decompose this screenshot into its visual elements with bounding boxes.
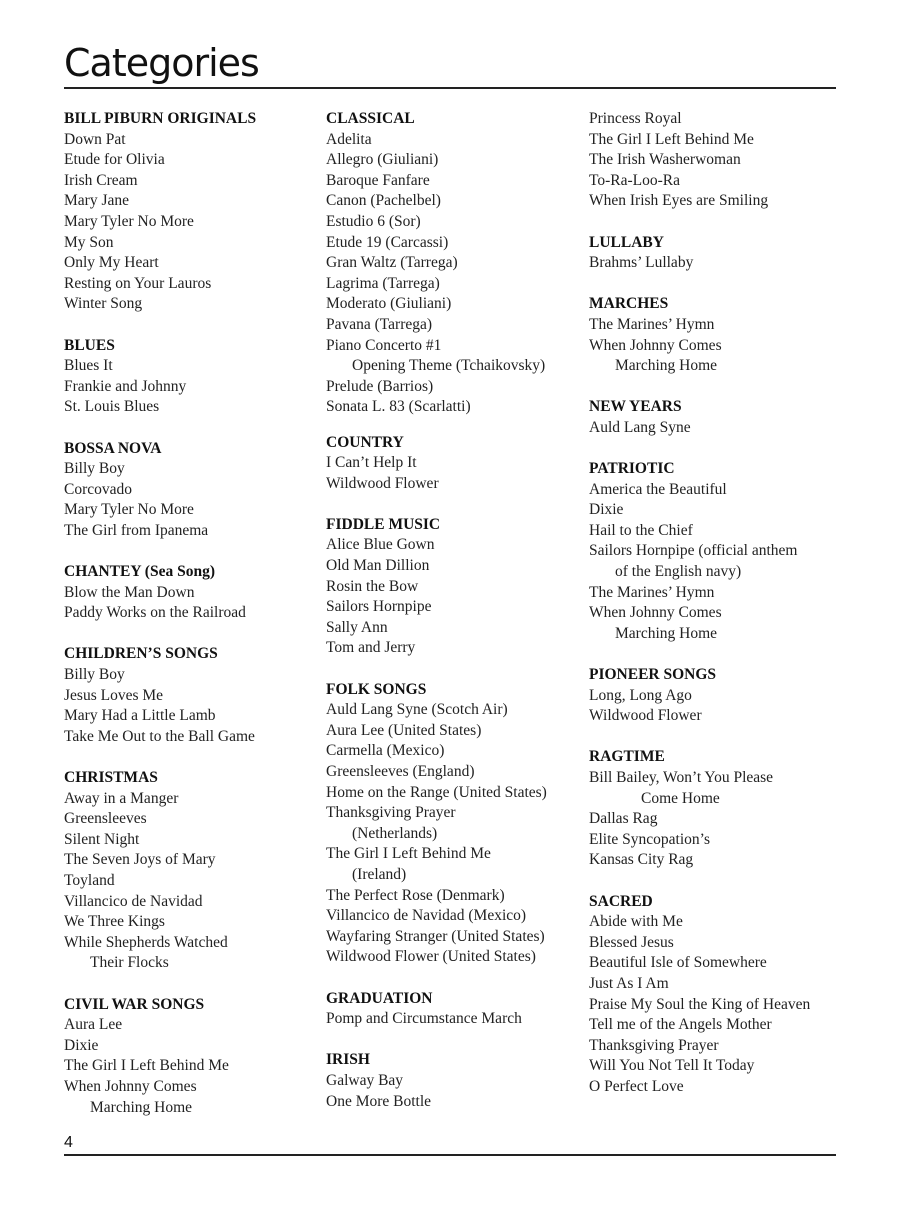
list-item: Tell me of the Angels Mother <box>589 1016 772 1034</box>
list-item: America the Beautiful <box>589 480 727 498</box>
list-item: Winter Song <box>64 295 143 313</box>
list-item: Beautiful Isle of Somewhere <box>589 954 767 972</box>
section-heading: BLUES <box>64 336 115 354</box>
list-item: Sailors Hornpipe <box>326 598 432 616</box>
list-item: The Marines’ Hymn <box>589 583 715 601</box>
list-item: When Johnny Comes <box>64 1077 197 1095</box>
page-title: Categories <box>64 41 259 85</box>
list-item: Wayfaring Stranger (United States) <box>326 927 545 945</box>
section-heading: GRADUATION <box>326 989 433 1007</box>
section-civil-war-songs <box>64 995 314 1119</box>
list-item: Billy Boy <box>64 460 125 478</box>
list-item: Away in a Manger <box>64 789 179 807</box>
list-item: Elite Syncopation’s <box>589 830 710 848</box>
section-pioneer-songs <box>589 665 839 727</box>
list-item: Long, Long Ago <box>589 686 692 704</box>
list-item: Resting on Your Lauros <box>64 274 212 292</box>
list-item: Rosin the Bow <box>326 577 419 595</box>
list-item-continuation: of the English navy) <box>615 563 742 581</box>
list-item: Auld Lang Syne (Scotch Air) <box>326 701 508 719</box>
list-item: When Johnny Comes <box>589 336 722 354</box>
list-item: When Irish Eyes are Smiling <box>589 192 769 210</box>
section-heading: NEW YEARS <box>589 398 682 416</box>
list-item: Wildwood Flower <box>589 707 702 725</box>
list-item: Dixie <box>64 1036 99 1054</box>
list-item-continuation: Marching Home <box>615 624 718 642</box>
list-item: Pavana (Tarrega) <box>326 315 433 333</box>
section-heading: BILL PIBURN ORIGINALS <box>64 110 257 127</box>
section-heading: MARCHES <box>589 295 669 313</box>
section-marches <box>589 294 839 376</box>
section-heading: FIDDLE MUSIC <box>326 515 441 533</box>
list-item: Villancico de Navidad <box>64 892 203 910</box>
list-item: To-Ra-Loo-Ra <box>589 171 681 189</box>
list-item: The Seven Joys of Mary <box>64 851 216 869</box>
section-folk-songs <box>326 680 582 968</box>
list-item: Sonata L. 83 (Scarlatti) <box>326 398 471 416</box>
list-item-continuation: Come Home <box>641 789 720 807</box>
section-heading: IRISH <box>326 1051 370 1069</box>
section-heading: PIONEER SONGS <box>589 666 717 684</box>
list-item: The Girl I Left Behind Me <box>589 130 754 148</box>
section-heading: SACRED <box>589 892 653 910</box>
list-item: Bill Bailey, Won’t You Please <box>589 769 774 786</box>
list-item: Galway Bay <box>326 1071 404 1089</box>
list-item: Sailors Hornpipe (official anthem <box>589 542 798 560</box>
list-item: Moderato (Giuliani) <box>326 295 452 313</box>
section-bossa-nova <box>64 439 314 542</box>
list-item: Dixie <box>589 501 624 519</box>
list-item: Aura Lee (United States) <box>326 721 482 739</box>
page-number: 4 <box>64 1134 73 1151</box>
list-item: Old Man Dillion <box>326 557 430 575</box>
top-rule <box>64 87 836 89</box>
list-item: Corcovado <box>64 480 133 498</box>
section-ragtime <box>589 747 839 871</box>
list-item: Mary Jane <box>64 192 129 210</box>
list-item: Take Me Out to the Ball Game <box>64 727 255 745</box>
column-2 <box>326 109 582 1133</box>
list-item: Estudio 6 (Sor) <box>326 212 421 230</box>
section-chantey <box>64 562 314 624</box>
section-country <box>326 433 582 495</box>
section-blues <box>64 336 314 418</box>
list-item: Gran Waltz (Tarrega) <box>326 254 458 272</box>
list-item: When Johnny Comes <box>589 604 722 622</box>
section-sacred <box>589 892 839 1098</box>
list-item: Down Pat <box>64 130 126 148</box>
column-1 <box>64 109 314 1139</box>
section-heading: PATRIOTIC <box>589 460 675 478</box>
list-item: I Can’t Help It <box>326 454 417 472</box>
list-item: Canon (Pachelbel) <box>326 192 441 210</box>
list-item: Home on the Range (United States) <box>326 783 547 801</box>
list-item: The Girl I Left Behind Me <box>64 1057 229 1075</box>
list-item: The Marines’ Hymn <box>589 315 715 333</box>
section-heading: CIVIL WAR SONGS <box>64 995 205 1013</box>
list-item: Adelita <box>326 130 372 148</box>
list-item: Carmella (Mexico) <box>326 742 445 760</box>
section-christmas <box>64 768 314 974</box>
list-item: Etude 19 (Carcassi) <box>326 233 449 251</box>
list-item: The Girl from Ipanema <box>64 521 209 539</box>
list-item: Wildwood Flower <box>326 474 439 492</box>
list-item: Auld Lang Syne <box>589 418 691 436</box>
list-item: Sally Ann <box>326 618 388 636</box>
section-heading: BOSSA NOVA <box>64 439 162 457</box>
section-irish <box>326 1050 582 1112</box>
list-item: Greensleeves (England) <box>326 763 475 780</box>
section-irish-continued <box>589 109 839 212</box>
list-item-continuation: (Ireland) <box>352 865 407 883</box>
list-item: Frankie and Johnny <box>64 377 187 395</box>
list-item: Pomp and Circumstance March <box>326 1010 522 1028</box>
list-item: My Son <box>64 233 114 251</box>
column-3 <box>589 109 839 1118</box>
section-heading: CLASSICAL <box>326 110 415 127</box>
list-item: Mary Tyler No More <box>64 212 194 230</box>
section-fiddle-music <box>326 515 582 659</box>
list-item-continuation: (Netherlands) <box>352 824 438 842</box>
section-heading: FOLK SONGS <box>326 680 427 698</box>
list-item: Mary Had a Little Lamb <box>64 707 216 725</box>
list-item: Princess Royal <box>589 110 682 127</box>
list-item: Piano Concerto #1 <box>326 336 442 354</box>
list-item: Abide with Me <box>589 913 683 931</box>
list-item: One More Bottle <box>326 1092 432 1110</box>
list-item-continuation: Marching Home <box>615 357 718 375</box>
list-item-continuation: Their Flocks <box>90 954 169 972</box>
list-item: Only My Heart <box>64 254 159 272</box>
section-heading: COUNTRY <box>326 433 404 451</box>
list-item: Blues It <box>64 357 113 375</box>
section-heading: CHRISTMAS <box>64 769 158 786</box>
list-item: Dallas Rag <box>589 810 658 828</box>
section-childrens-songs <box>64 644 314 747</box>
list-item: Wildwood Flower (United States) <box>326 948 536 966</box>
list-item: Toyland <box>64 871 115 889</box>
list-item: The Perfect Rose (Denmark) <box>326 886 505 904</box>
list-item: Baroque Fanfare <box>326 171 430 189</box>
section-new-years <box>589 397 839 438</box>
list-item: Lagrima (Tarrega) <box>326 274 440 292</box>
list-item: Mary Tyler No More <box>64 501 194 519</box>
list-item: Tom and Jerry <box>326 639 416 657</box>
list-item: Thanksgiving Prayer <box>589 1036 719 1054</box>
list-item: Allegro (Giuliani) <box>326 151 439 169</box>
list-item: Aura Lee <box>64 1016 123 1034</box>
section-heading: CHANTEY (Sea Song) <box>64 563 215 581</box>
bottom-rule <box>64 1154 836 1156</box>
section-bill-piburn-originals <box>64 109 314 315</box>
section-patriotic <box>589 459 839 644</box>
list-item: Blessed Jesus <box>589 933 674 951</box>
list-item: Billy Boy <box>64 666 125 684</box>
list-item: Villancico de Navidad (Mexico) <box>326 907 527 925</box>
section-heading: LULLABY <box>589 233 664 251</box>
section-graduation <box>326 989 582 1030</box>
section-classical <box>326 109 582 418</box>
list-item: O Perfect Love <box>589 1077 684 1095</box>
list-item: Blow the Man Down <box>64 583 195 601</box>
section-heading: RAGTIME <box>589 748 665 766</box>
list-item: St. Louis Blues <box>64 398 160 416</box>
list-item: Hail to the Chief <box>589 521 693 539</box>
list-item: Paddy Works on the Railroad <box>64 604 246 622</box>
list-item: Praise My Soul the King of Heaven <box>589 995 811 1013</box>
list-item: Thanksgiving Prayer <box>326 804 456 822</box>
list-item: Jesus Loves Me <box>64 686 164 704</box>
list-item: Greensleeves <box>64 810 147 828</box>
list-item: Will You Not Tell It Today <box>589 1057 755 1075</box>
list-item-continuation: Marching Home <box>90 1098 193 1116</box>
list-item: Prelude (Barrios) <box>326 377 434 395</box>
section-heading: CHILDREN’S SONGS <box>64 645 218 663</box>
list-item: While Shepherds Watched <box>64 933 228 951</box>
section-lullaby <box>589 233 839 274</box>
list-item: Just As I Am <box>589 974 669 992</box>
list-item: Silent Night <box>64 830 140 848</box>
list-item: The Girl I Left Behind Me <box>326 845 491 863</box>
list-item: The Irish Washerwoman <box>589 151 741 169</box>
list-item: Irish Cream <box>64 171 138 189</box>
list-item: Kansas City Rag <box>589 851 694 869</box>
list-item: Brahms’ Lullaby <box>589 254 694 272</box>
list-item: Etude for Olivia <box>64 151 165 169</box>
list-item: Alice Blue Gown <box>326 536 435 554</box>
list-item-continuation: Opening Theme (Tchaikovsky) <box>352 357 546 375</box>
list-item: We Three Kings <box>64 913 165 931</box>
